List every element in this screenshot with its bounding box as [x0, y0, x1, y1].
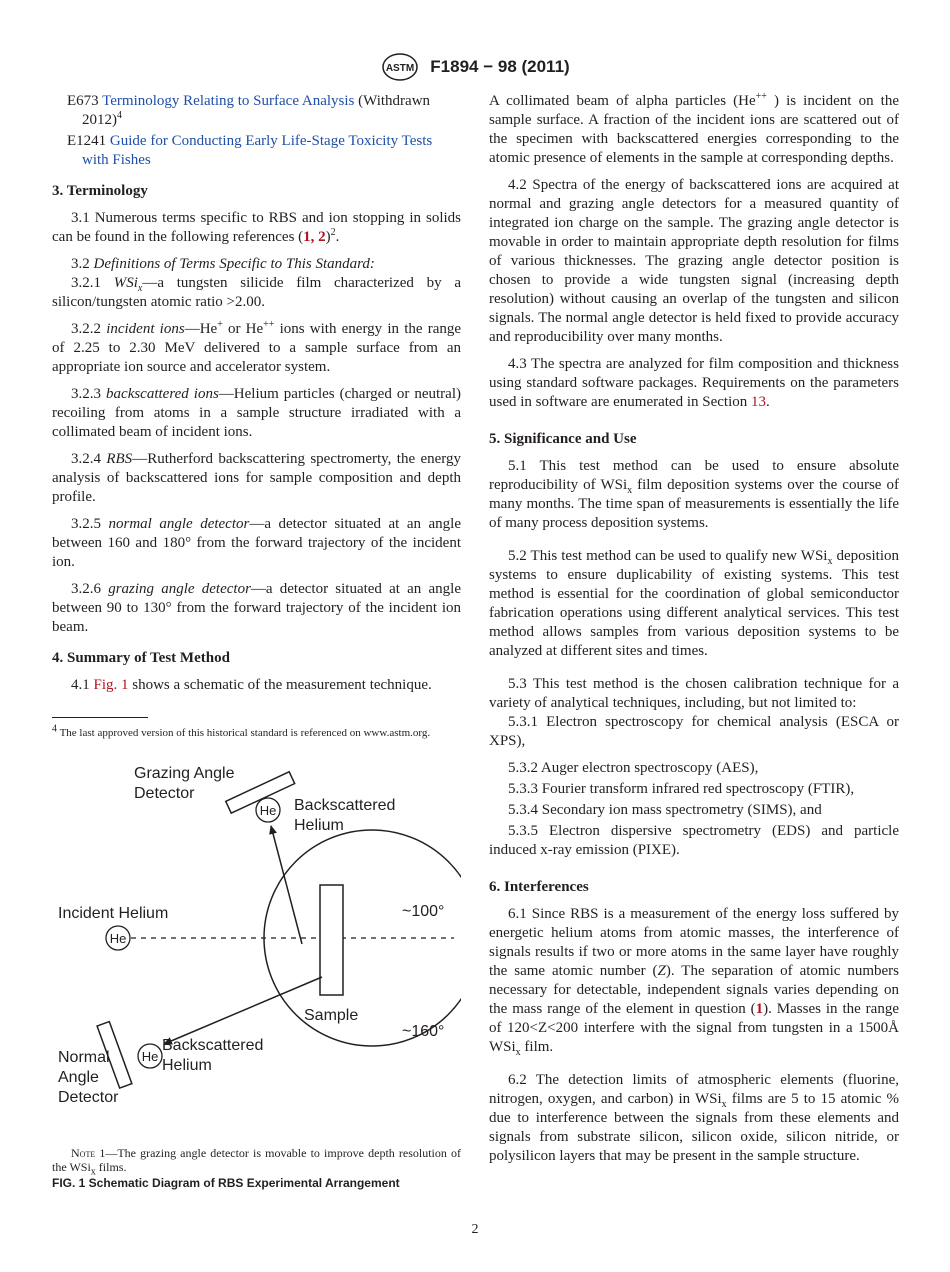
link-fig-1[interactable]: Fig. 1 [93, 677, 129, 693]
ref-link-1[interactable]: 1, [303, 229, 315, 245]
arrow-backscattered-bottom [164, 977, 322, 1044]
paragraph-3-1: 3.1 Numerous terms specific to RBS and ion stopping in solids can be found in the following references (1, 2)$^2$. [52, 210, 461, 245]
astm-logo-icon [380, 52, 420, 82]
label-backscattered-bottom-2: Helium [162, 1057, 212, 1074]
link-section-13[interactable]: 13 [751, 394, 766, 410]
left-column [52, 92, 461, 1191]
figure-note: Note 1—The grazing angle detector is movable to improve depth resolution of the WSi$_x$ films. [52, 1146, 461, 1178]
paragraph-4-1: 4.1 Fig. 1 shows a schematic of the measurement technique. [71, 677, 432, 693]
section-heading-interferences: 6. Interferences [489, 879, 589, 895]
he-top-label: He [259, 803, 277, 818]
paragraph-4-2: 4.2 Spectra of the energy of backscattered ions are acquired at normal and grazing angle detectors for a measured quantity of integrated ion charge on the sample. The grazing angle detector is movable in order to maintain appropriate depth resolution for films of various thicknesses. The grazing angle detector position is chosen to provide a wide tungsten signal (increasing depth resolution) without causing an overlap of the tungsten and silicon signals. The normal angle detector is held fixed to provide accuracy and reproducibility over many months. [489, 177, 899, 345]
figure-caption: FIG. 1 Schematic Diagram of RBS Experimental Arrangement [52, 1176, 400, 1190]
paragraph-3-2-4: 3.2.4 RBS—Rutherford backscattering spectromerty, the energy analysis of backscattered ions for sample composition and depth profile. [52, 451, 461, 505]
link-e1241[interactable]: Guide for Conducting Early Life-Stage Toxicity Tests with Fishes [82, 133, 433, 168]
rbs-schematic [52, 754, 461, 1144]
label-grazing-1: Grazing Angle [134, 765, 235, 782]
label-normal-1: Normal [58, 1049, 110, 1066]
label-backscattered-top-1: Backscattered [294, 797, 396, 814]
he-bottom-label: He [141, 1049, 159, 1064]
standard-designation: F1894 − 98 (2011) [430, 57, 570, 76]
paragraph-5-3-3: 5.3.3 Fourier transform infrared red spectroscopy (FTIR), [508, 781, 855, 797]
section-heading-significance: 5. Significance and Use [489, 431, 637, 447]
paragraph-6-1: 6.1 Since RBS is a measurement of the energy loss suffered by energetic helium atoms from atomic masses, the interference of signals results if two or more atoms in the same layer have roughly the same atomic number (Z). The separation of atomic numbers necessary for detectable, independent signals varies depending on the mass range of the element in question (1). Masses in the range of 120<Z<200 interfere with the signal from tungsten in a 1500Å WSi$_x$ film. [489, 906, 900, 1058]
paragraph-5-1: 5.1 This test method can be used to ensure absolute reproducibility of WSi$_x$ film deposition systems over the course of many months. The time span of measurements is essentially the life of many process deposition systems. [489, 458, 899, 531]
paragraph-4-1-continued: A collimated beam of alpha particles (He++ ) is incident on the sample surface. A fraction of the incident ions are scattered out of the specimen with backscattered energies corresponding to the atomic presence of elements in the sample at corresponding depths. [489, 91, 899, 166]
page-header [0, 52, 950, 82]
arrow-backscattered-top [271, 826, 302, 944]
paragraph-3-2-2: 3.2.2 incident ions—He+ or He++ ions with energy in the range of 2.25 to 2.30 MeV delivered to a sample surface from an appropriate ion source and accelerator system. [52, 319, 462, 375]
label-grazing-2: Detector [134, 785, 195, 802]
footnote-divider [52, 717, 148, 718]
footnote-4: $^4$ The last approved version of this historical standard is referenced on www.astm.org. [52, 723, 431, 739]
paragraph-3-2-3: 3.2.3 backscattered ions—Helium particles (charged or neutral) recoiling from atoms in a sample structure irradiated with a collimated beam of incident ions. [52, 386, 461, 440]
label-backscattered-bottom-1: Backscattered [162, 1037, 264, 1054]
reference-e1241: E1241 Guide for Conducting Early Life-Stage Toxicity Tests with Fishes [67, 133, 433, 168]
paragraph-5-3-5: 5.3.5 Electron dispersive spectrometry (EDS) and particle induced x-ray emission (PIXE). [489, 823, 899, 858]
ref-link-2[interactable]: 2 [318, 229, 326, 245]
label-normal-2: Angle [58, 1069, 99, 1086]
label-angle-160: ~160° [402, 1023, 445, 1040]
reference-e673: E673 Terminology Relating to Surface Analysis (Withdrawn 2012)$^4$ [67, 93, 431, 128]
label-angle-100: ~100° [402, 903, 445, 920]
paragraph-4-3: 4.3 The spectra are analyzed for film composition and thickness using standard software packages. Requirements on the parameters used in software are enumerated in Section 13. [489, 356, 899, 410]
paragraph-5-3: 5.3 This test method is the chosen calibration technique for a variety of analytical techniques, including, but not limited to: [489, 676, 899, 711]
paragraph-3-2-5: 3.2.5 normal angle detector—a detector situated at an angle between 160 and 180° from the forward trajectory of the incident ion. [52, 516, 461, 570]
paragraph-5-3-4: 5.3.4 Secondary ion mass spectrometry (SIMS), and [508, 802, 822, 818]
paragraph-5-3-1: 5.3.1 Electron spectroscopy for chemical analysis (ESCA or XPS), [489, 714, 899, 749]
paragraph-5-2: 5.2 This test method can be used to qualify new WSi$_x$ deposition systems to ensure duplicability of existing systems. This test method is essential for the coordination of global semiconductor fabrication operations using different analytical services. This test method allows samples from various deposition systems to be analyzed at different sites and times. [489, 548, 899, 659]
label-backscattered-top-2: Helium [294, 817, 344, 834]
section-heading-summary: 4. Summary of Test Method [52, 650, 230, 666]
paragraph-3-2-6: 3.2.6 grazing angle detector—a detector situated at an angle between 90 to 130° from the forward trajectory of the incident ion beam. [52, 581, 461, 635]
sample-rect [320, 885, 343, 995]
paragraph-6-2: 6.2 The detection limits of atmospheric elements (fluorine, nitrogen, oxygen, and carbon) in WSi$_x$ films are 5 to 15 atomic % due to interference between the signals from these elements and signals from substrate silicon, silicon oxide, silicon nitride, or polysilicon layers that may be present in the sample structure. [489, 1072, 899, 1164]
right-column [489, 92, 899, 1174]
link-e673[interactable]: Terminology Relating to Surface Analysis [102, 93, 355, 109]
figure-1-diagram [52, 754, 461, 1144]
label-normal-3: Detector [58, 1089, 119, 1106]
paragraph-3-2: 3.2 Definitions of Terms Specific to This Standard: [71, 256, 375, 272]
section-heading-terminology: 3. Terminology [52, 183, 148, 199]
he-incident-label: He [109, 931, 127, 946]
paragraph-3-2-1: 3.2.1 WSi$_x$—a tungsten silicide film characterized by a silicon/tungsten atomic ratio >2.00. [52, 275, 461, 310]
label-sample: Sample [304, 1007, 359, 1024]
ref-link-1-b[interactable]: 1 [755, 1001, 764, 1017]
astm-logo-text: ASTM [386, 63, 415, 74]
paragraph-5-3-2: 5.3.2 Auger electron spectroscopy (AES), [508, 760, 759, 776]
page-number: 2 [471, 1222, 479, 1237]
label-incident: Incident Helium [58, 905, 169, 922]
